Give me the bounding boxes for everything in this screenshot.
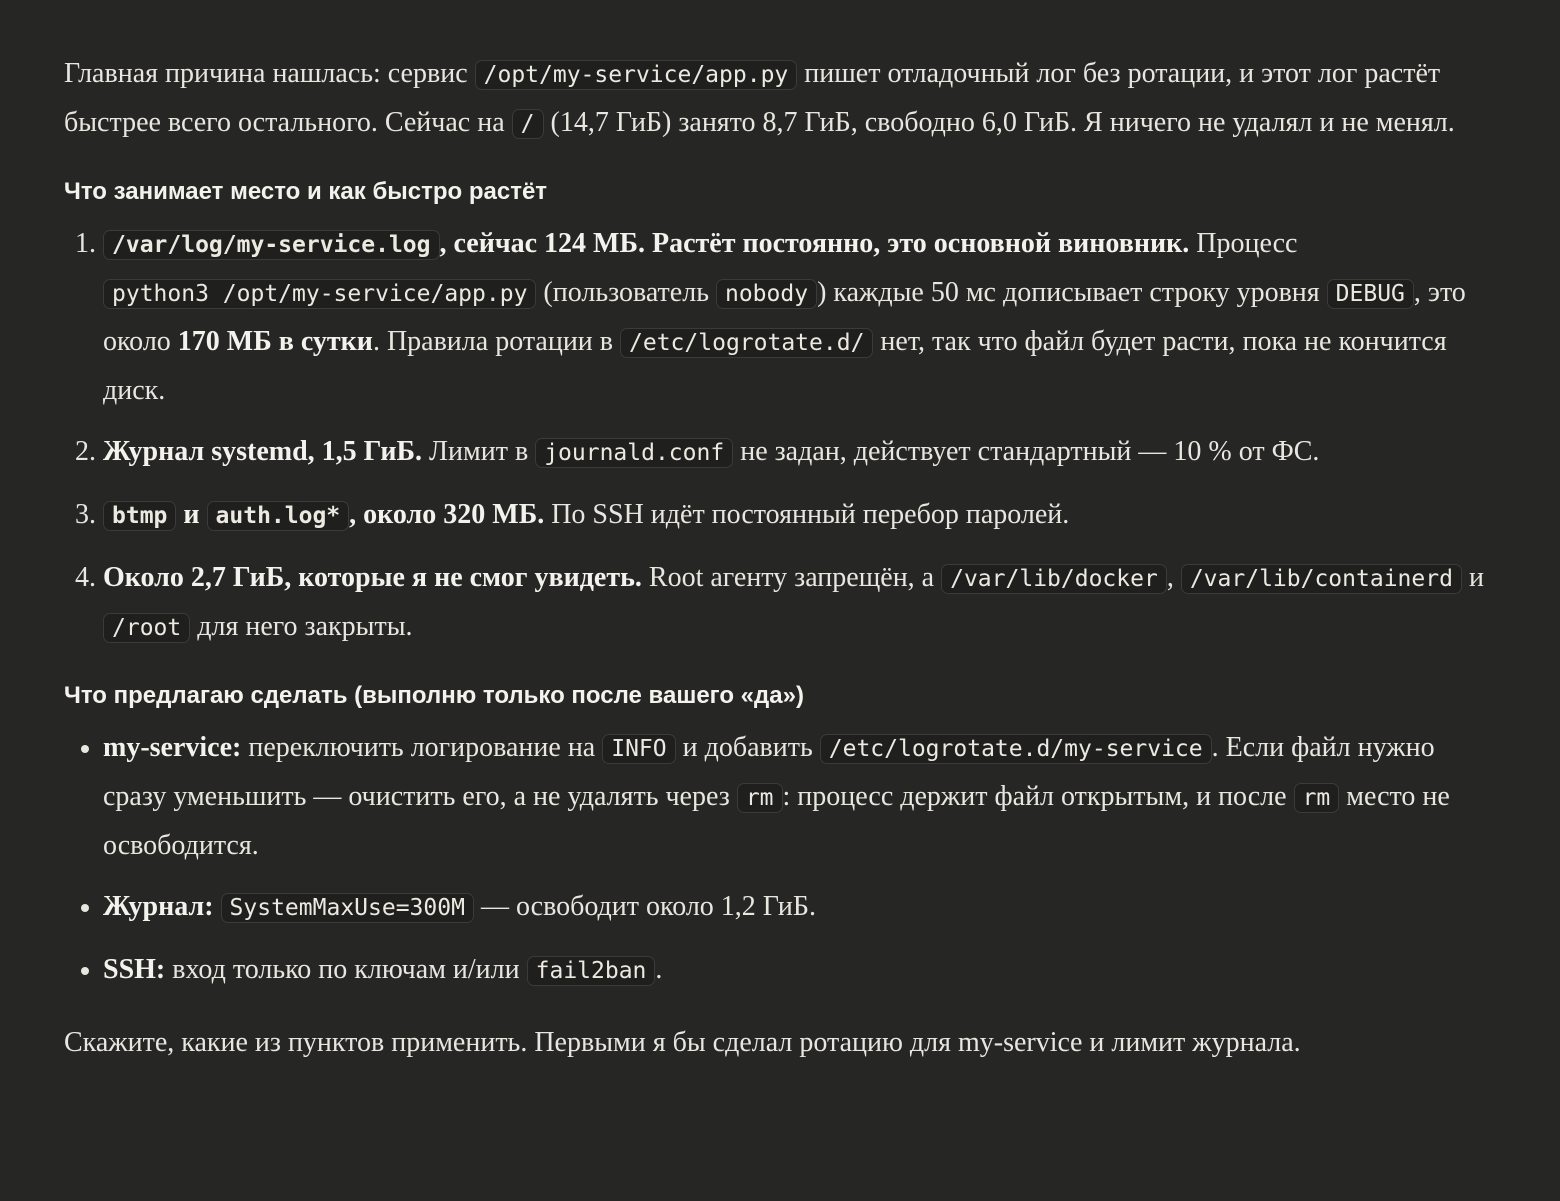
code-btmp: btmp bbox=[103, 501, 176, 531]
code-root-dir: /root bbox=[103, 613, 190, 643]
text: По SSH идёт постоянный перебор паролей. bbox=[544, 499, 1070, 530]
text: Процесс bbox=[1189, 228, 1298, 259]
text: место не освободится. bbox=[103, 781, 1450, 861]
text: переключить логирование на bbox=[241, 732, 603, 763]
code-logrotate-dir: /etc/logrotate.d/ bbox=[620, 328, 873, 358]
code-rm: rm bbox=[737, 783, 783, 813]
code-containerd-path: /var/lib/containerd bbox=[1181, 564, 1462, 594]
text: для него закрыты. bbox=[190, 611, 413, 642]
code-level: DEBUG bbox=[1327, 279, 1414, 309]
code-journald-conf: journald.conf bbox=[535, 438, 733, 468]
text: вход только по ключам и/или bbox=[165, 954, 527, 985]
bold-text: SSH: bbox=[103, 954, 166, 985]
proposal-list bbox=[64, 724, 1504, 995]
code-logrotate-file: /etc/logrotate.d/my-service bbox=[820, 734, 1212, 764]
text: пишет отладочный лог без ротации, и этот лог растёт быстрее всего остального. Сейчас на bbox=[64, 58, 1441, 138]
text: , это около bbox=[103, 277, 1466, 357]
list-item bbox=[103, 428, 1504, 477]
bold-text: my-service: bbox=[103, 732, 242, 763]
bold-text: Около 2,7 ГиБ, которые я не смог увидеть. bbox=[103, 562, 642, 593]
bold-text: Журнал: bbox=[103, 891, 214, 922]
text bbox=[214, 891, 221, 922]
code-app-path: /opt/my-service/app.py bbox=[475, 60, 798, 90]
code-root-path: / bbox=[512, 109, 544, 139]
code-systemmaxuse: SystemMaxUse=300M bbox=[221, 893, 474, 923]
text: Root агенту запрещён, а bbox=[641, 562, 942, 593]
text: (пользователь bbox=[536, 277, 716, 308]
list-item bbox=[103, 491, 1504, 540]
section-heading-usage: Что занимает место и как быстро растёт bbox=[64, 178, 548, 205]
text: . bbox=[655, 954, 663, 985]
list-item bbox=[103, 724, 1504, 869]
bold-text: 170 МБ в сутки bbox=[177, 326, 373, 357]
list-item bbox=[103, 946, 1504, 995]
text: и добавить bbox=[675, 732, 820, 763]
list-item bbox=[103, 554, 1504, 652]
list-item bbox=[103, 220, 1504, 414]
code-user: nobody bbox=[716, 279, 817, 309]
bold-text: Журнал systemd, 1,5 ГиБ. bbox=[103, 436, 423, 467]
list-item bbox=[103, 883, 1504, 932]
code-info: INFO bbox=[602, 734, 675, 764]
text: , около 320 МБ. bbox=[349, 499, 545, 530]
text: , bbox=[1166, 562, 1181, 593]
text: . Правила ротации в bbox=[372, 326, 621, 357]
text: нет, так что файл будет расти, пока не кончится диск. bbox=[103, 326, 1447, 406]
code-fail2ban: fail2ban bbox=[527, 956, 656, 986]
outro-paragraph: Скажите, какие из пунктов применить. Первыми я бы сделал ротацию для my-service и лимит журнала. bbox=[64, 1027, 1301, 1058]
text: и bbox=[176, 499, 207, 530]
intro-paragraph bbox=[64, 50, 1504, 148]
text: ) каждые 50 мс дописывает строку уровня bbox=[817, 277, 1327, 308]
text: Главная причина нашлась: сервис bbox=[64, 58, 475, 89]
text: и bbox=[1461, 562, 1484, 593]
assistant-message bbox=[64, 50, 1504, 1066]
bold-text bbox=[103, 499, 544, 530]
text: Лимит в bbox=[422, 436, 536, 467]
text: , сейчас 124 МБ. Растёт постоянно, это основной виновник. bbox=[439, 228, 1190, 259]
code-process: python3 /opt/my-service/app.py bbox=[103, 279, 536, 309]
usage-list bbox=[64, 220, 1504, 652]
section-heading-proposal: Что предлагаю сделать (выполню только после вашего «да») bbox=[64, 682, 804, 709]
text: . Если файл нужно сразу уменьшить — очистить его, а не удалять через bbox=[103, 732, 1435, 812]
text: (14,7 ГиБ) занято 8,7 ГиБ, свободно 6,0 ГиБ. Я ничего не удалял и не менял. bbox=[543, 107, 1455, 138]
text: не задан, действует стандартный — 10 % от ФС. bbox=[733, 436, 1320, 467]
code-docker-path: /var/lib/docker bbox=[941, 564, 1167, 594]
text: — освободит около 1,2 ГиБ. bbox=[473, 891, 816, 922]
code-authlog: auth.log* bbox=[207, 501, 350, 531]
code-rm: rm bbox=[1294, 783, 1340, 813]
code-log-path: /var/log/my-service.log bbox=[103, 230, 440, 260]
text: : процесс держит файл открытым, и после bbox=[782, 781, 1294, 812]
bold-text bbox=[103, 228, 1189, 259]
